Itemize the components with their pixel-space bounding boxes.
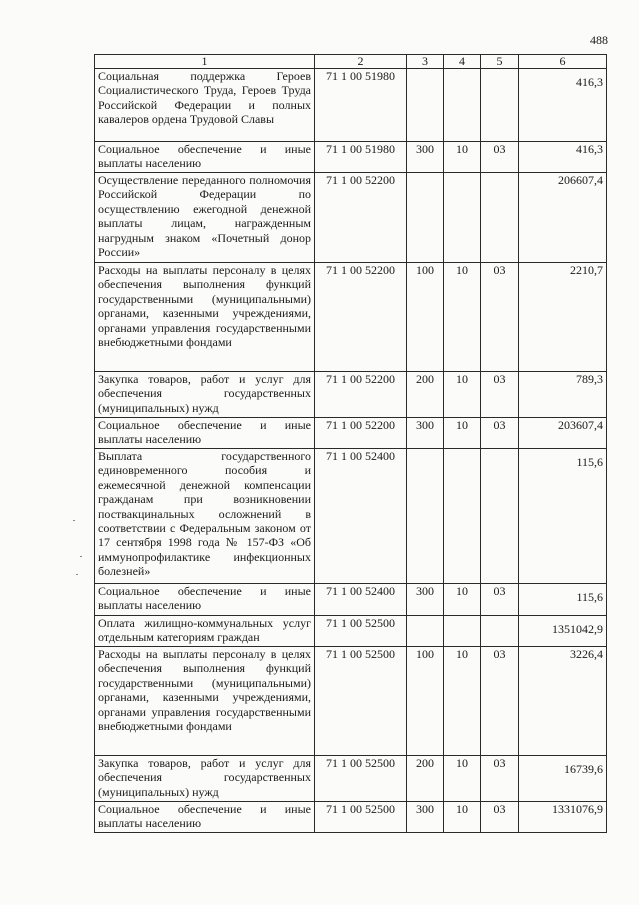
row-name: Расходы на выплаты персоналу в целях обеспечения выполнения функций государственными (муниципальными) органами, казенными учреждениями, органами управления государственными внебюджетными фондами (95, 263, 315, 372)
row-col-5 (481, 616, 519, 647)
row-amount: 115,6 (519, 449, 607, 584)
row-col-4: 10 (444, 418, 481, 449)
table-header (95, 55, 607, 69)
row-col-4: 10 (444, 263, 481, 372)
row-name: Социальное обеспечение и иные выплаты населению (95, 802, 315, 833)
row-name: Социальное обеспечение и иные выплаты населению (95, 584, 315, 616)
row-col-3 (407, 173, 444, 263)
header-col-2: 2 (315, 55, 407, 69)
row-amount: 115,6 (519, 584, 607, 616)
row-name: Осуществление переданного полномочия Российской Федерации по осуществлению ежегодной денежной выплаты лицам, награжденным нагрудным знаком «Почетный донор России» (95, 173, 315, 263)
row-name: Социальное обеспечение и иные выплаты населению (95, 418, 315, 449)
row-code: 71 1 00 52200 (315, 418, 407, 449)
table-row (95, 69, 607, 142)
row-col-3: 100 (407, 647, 444, 756)
row-name: Социальное обеспечение и иные выплаты населению (95, 142, 315, 173)
row-col-5: 03 (481, 584, 519, 616)
scan-speck (80, 556, 82, 557)
table-row (95, 418, 607, 449)
row-amount: 206607,4 (519, 173, 607, 263)
row-name: Закупка товаров, работ и услуг для обеспечения государственных (муниципальных) нужд (95, 372, 315, 418)
row-col-4: 10 (444, 372, 481, 418)
header-col-4: 4 (444, 55, 481, 69)
header-row (95, 55, 607, 69)
row-amount: 203607,4 (519, 418, 607, 449)
row-col-3: 100 (407, 263, 444, 372)
row-col-5: 03 (481, 418, 519, 449)
row-col-4: 10 (444, 142, 481, 173)
row-code: 71 1 00 52500 (315, 616, 407, 647)
row-col-3: 300 (407, 802, 444, 833)
table-row (95, 372, 607, 418)
row-col-4 (444, 69, 481, 142)
row-code: 71 1 00 52200 (315, 173, 407, 263)
header-col-3: 3 (407, 55, 444, 69)
row-col-4 (444, 173, 481, 263)
row-col-5: 03 (481, 372, 519, 418)
table-row (95, 756, 607, 802)
row-col-4 (444, 449, 481, 584)
row-amount: 1331076,9 (519, 802, 607, 833)
table-row (95, 173, 607, 263)
row-col-5 (481, 69, 519, 142)
row-code: 71 1 00 52500 (315, 802, 407, 833)
row-col-5: 03 (481, 142, 519, 173)
row-name: Социальная поддержка Героев Социалистического Труда, Героев Труда Российской Федерации и полных кавалеров ордена Трудовой Славы (95, 69, 315, 142)
row-amount: 416,3 (519, 142, 607, 173)
row-name: Закупка товаров, работ и услуг для обеспечения государственных (муниципальных) нужд (95, 756, 315, 802)
row-name: Расходы на выплаты персоналу в целях обеспечения выполнения функций государственными (муниципальными) органами, казенными учреждениями, органами управления государственными внебюджетными фондами (95, 647, 315, 756)
header-col-6: 6 (519, 55, 607, 69)
row-amount: 16739,6 (519, 756, 607, 802)
row-col-4: 10 (444, 756, 481, 802)
row-col-5 (481, 449, 519, 584)
row-col-3: 300 (407, 142, 444, 173)
row-col-5: 03 (481, 802, 519, 833)
table-row (95, 616, 607, 647)
row-amount: 789,3 (519, 372, 607, 418)
row-col-4: 10 (444, 802, 481, 833)
table-row (95, 802, 607, 833)
row-col-3 (407, 69, 444, 142)
table-row (95, 584, 607, 616)
header-col-1: 1 (95, 55, 315, 69)
row-col-3: 300 (407, 418, 444, 449)
row-code: 71 1 00 52400 (315, 449, 407, 584)
row-amount: 416,3 (519, 69, 607, 142)
row-code: 71 1 00 52200 (315, 372, 407, 418)
row-code: 71 1 00 51980 (315, 69, 407, 142)
row-col-3: 300 (407, 584, 444, 616)
page-number: 488 (590, 33, 608, 47)
row-code: 71 1 00 52400 (315, 584, 407, 616)
row-col-3: 200 (407, 756, 444, 802)
row-col-4 (444, 616, 481, 647)
budget-table (94, 54, 607, 833)
row-col-3 (407, 449, 444, 584)
scan-speck (76, 574, 78, 575)
row-code: 71 1 00 52200 (315, 263, 407, 372)
row-code: 71 1 00 51980 (315, 142, 407, 173)
row-col-4: 10 (444, 647, 481, 756)
row-col-5: 03 (481, 756, 519, 802)
table-row (95, 263, 607, 372)
row-code: 71 1 00 52500 (315, 647, 407, 756)
table-row (95, 142, 607, 173)
row-col-5: 03 (481, 263, 519, 372)
header-col-5: 5 (481, 55, 519, 69)
row-col-5: 03 (481, 647, 519, 756)
table-row (95, 449, 607, 584)
row-name: Выплата государственного единовременного пособия и ежемесячной денежной компенсации гражданам при возникновении поствакцинальных осложнений в соответствии с Федеральным законом от 17 сентября 1998 года № 157-ФЗ «Об иммунопрофилактике инфекционных болезней» (95, 449, 315, 584)
row-amount: 3226,4 (519, 647, 607, 756)
table-body (95, 69, 607, 833)
row-amount: 1351042,9 (519, 616, 607, 647)
row-code: 71 1 00 52500 (315, 756, 407, 802)
row-col-3 (407, 616, 444, 647)
row-amount: 2210,7 (519, 263, 607, 372)
row-col-5 (481, 173, 519, 263)
scan-speck (73, 520, 75, 521)
row-name: Оплата жилищно-коммунальных услуг отдельным категориям граждан (95, 616, 315, 647)
row-col-4: 10 (444, 584, 481, 616)
row-col-3: 200 (407, 372, 444, 418)
table-row (95, 647, 607, 756)
